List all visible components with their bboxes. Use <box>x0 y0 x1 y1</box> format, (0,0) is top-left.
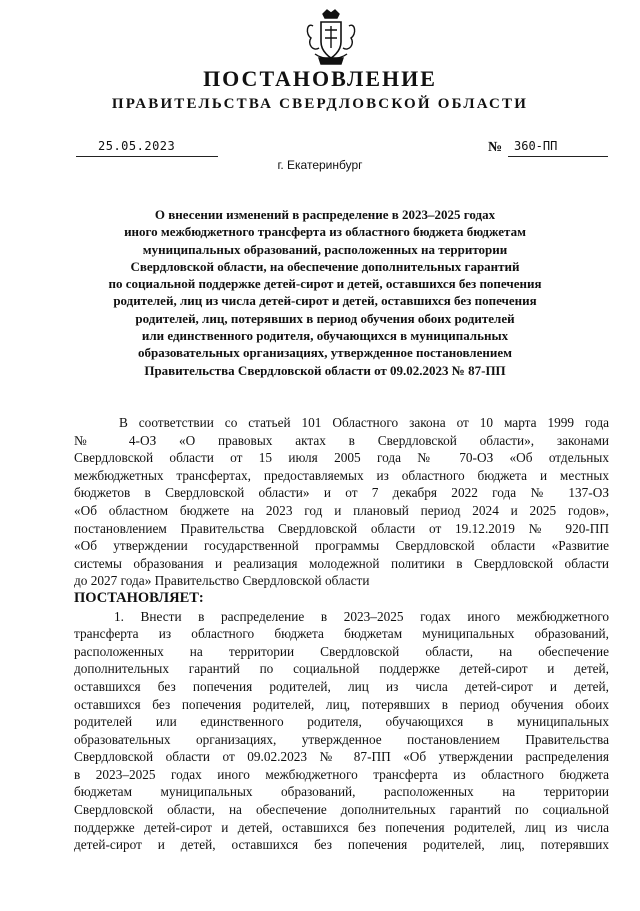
preamble-line: постановлением Правительства Свердловской области от 19.12.2019 № 920-ПП <box>74 520 609 536</box>
preamble-line: системы образования и реализация молодежной политики в Свердловской области <box>74 555 609 571</box>
item1-line: детей-сирот и детей, оставшихся без попечения родителей, лиц, потерявших <box>74 837 609 853</box>
item1-line: оставшихся без попечения родителей, лиц из числа детей-сирот и детей, <box>74 678 609 694</box>
heading-line: муниципальных образований, расположенных на территории <box>142 241 508 257</box>
item1-line: родителей или единственного родителя, обучающихся в муниципальных <box>74 714 609 730</box>
item1-line: трансферта из областного бюджета бюджетам муниципальных образований, <box>74 626 609 642</box>
number-field <box>508 140 608 157</box>
issuer-title: ПРАВИТЕЛЬСТВА СВЕРДЛОВСКОЙ ОБЛАСТИ <box>111 96 529 112</box>
heading-line: или единственного родителя, обучающихся в муниципальных <box>141 328 509 344</box>
preamble-line: «Об утверждении государственной программы Свердловской области «Развитие <box>74 538 609 554</box>
item1-line: Свердловской области, на обеспечение дополнительных гарантий по социальной <box>74 802 609 818</box>
city-line: г. Екатеринбург <box>277 158 363 172</box>
preamble-line: Свердловской области от 15 июля 2005 года № 70-ОЗ «Об отдельных <box>74 450 609 466</box>
heading-line: О внесении изменений в распределение в 2023–2025 годах <box>154 207 496 222</box>
heading-line: Свердловской области, на обеспечение дополнительных гарантий <box>130 258 520 274</box>
heading-line: родителей, лиц из числа детей-сирот и детей, оставшихся без попечения <box>113 293 537 309</box>
preamble-line: бюджетов в Свердловской области» и от 7 декабря 2022 года № 137-ОЗ <box>74 485 609 501</box>
coat-of-arms-emblem <box>303 8 359 66</box>
preamble-line: «Об областном бюджете на 2023 год и плановый период 2024 и 2025 годов», <box>74 502 609 518</box>
document-body <box>74 414 609 854</box>
item1-line: 1. Внести в распределение в 2023–2025 годах иного межбюджетного <box>114 608 609 624</box>
item1-line: в 2023–2025 годах иного межбюджетного трансферта из областного бюджета <box>74 766 609 782</box>
preamble-line: № 4-ОЗ «О правовых актах в Свердловской области», законами <box>74 432 609 448</box>
item1-line: бюджетам муниципальных образований, расположенных на территории <box>74 784 609 800</box>
preamble-line: В соответствии со статьей 101 Областного закона от 10 марта 1999 года <box>119 415 609 430</box>
item1-line: поддержке детей-сирот и детей, оставшихся без попечения родителей, лиц из числа <box>74 819 609 835</box>
document-number: 360-ПП <box>514 139 558 153</box>
heading-line: иного межбюджетного трансферта из областного бюджета бюджетам <box>124 224 526 240</box>
preamble-line: межбюджетных трансфертах, предоставляемых из областного бюджета и местных <box>74 467 609 483</box>
heading-line: родителей, лиц, потерявших в период обучения обоих родителей <box>135 310 515 326</box>
heading-line: образовательных организациях, утвержденное постановлением <box>138 345 512 361</box>
number-sign: № <box>488 140 503 155</box>
heading-line: по социальной поддержке детей-сирот и детей, оставшихся без попечения <box>108 276 542 292</box>
heading-line: Правительства Свердловской области от 09.02.2023 № 87-ПП <box>144 362 506 378</box>
document-date: 25.05.2023 <box>98 139 176 153</box>
item1-line: расположенных на территории Свердловской области, на обеспечение <box>74 643 609 659</box>
date-field <box>76 140 218 157</box>
resolves-heading: ПОСТАНОВЛЯЕТ: <box>74 589 204 606</box>
preamble-line: до 2027 года» Правительство Свердловской области <box>74 573 370 589</box>
document-heading <box>70 206 580 379</box>
item1-line: дополнительных гарантий по социальной поддержке детей-сирот и детей, <box>74 661 609 677</box>
document-type-title: ПОСТАНОВЛЕНИЕ <box>203 66 437 91</box>
item1-line: оставшихся без попечения родителей, лиц, потерявших в период обучения обоих <box>74 696 609 712</box>
item1-line: образовательных организациях, утвержденное постановлением Правительства <box>74 731 609 747</box>
item1-line: Свердловской области от 09.02.2023 № 87-ПП «Об утверждении распределения <box>74 749 609 765</box>
